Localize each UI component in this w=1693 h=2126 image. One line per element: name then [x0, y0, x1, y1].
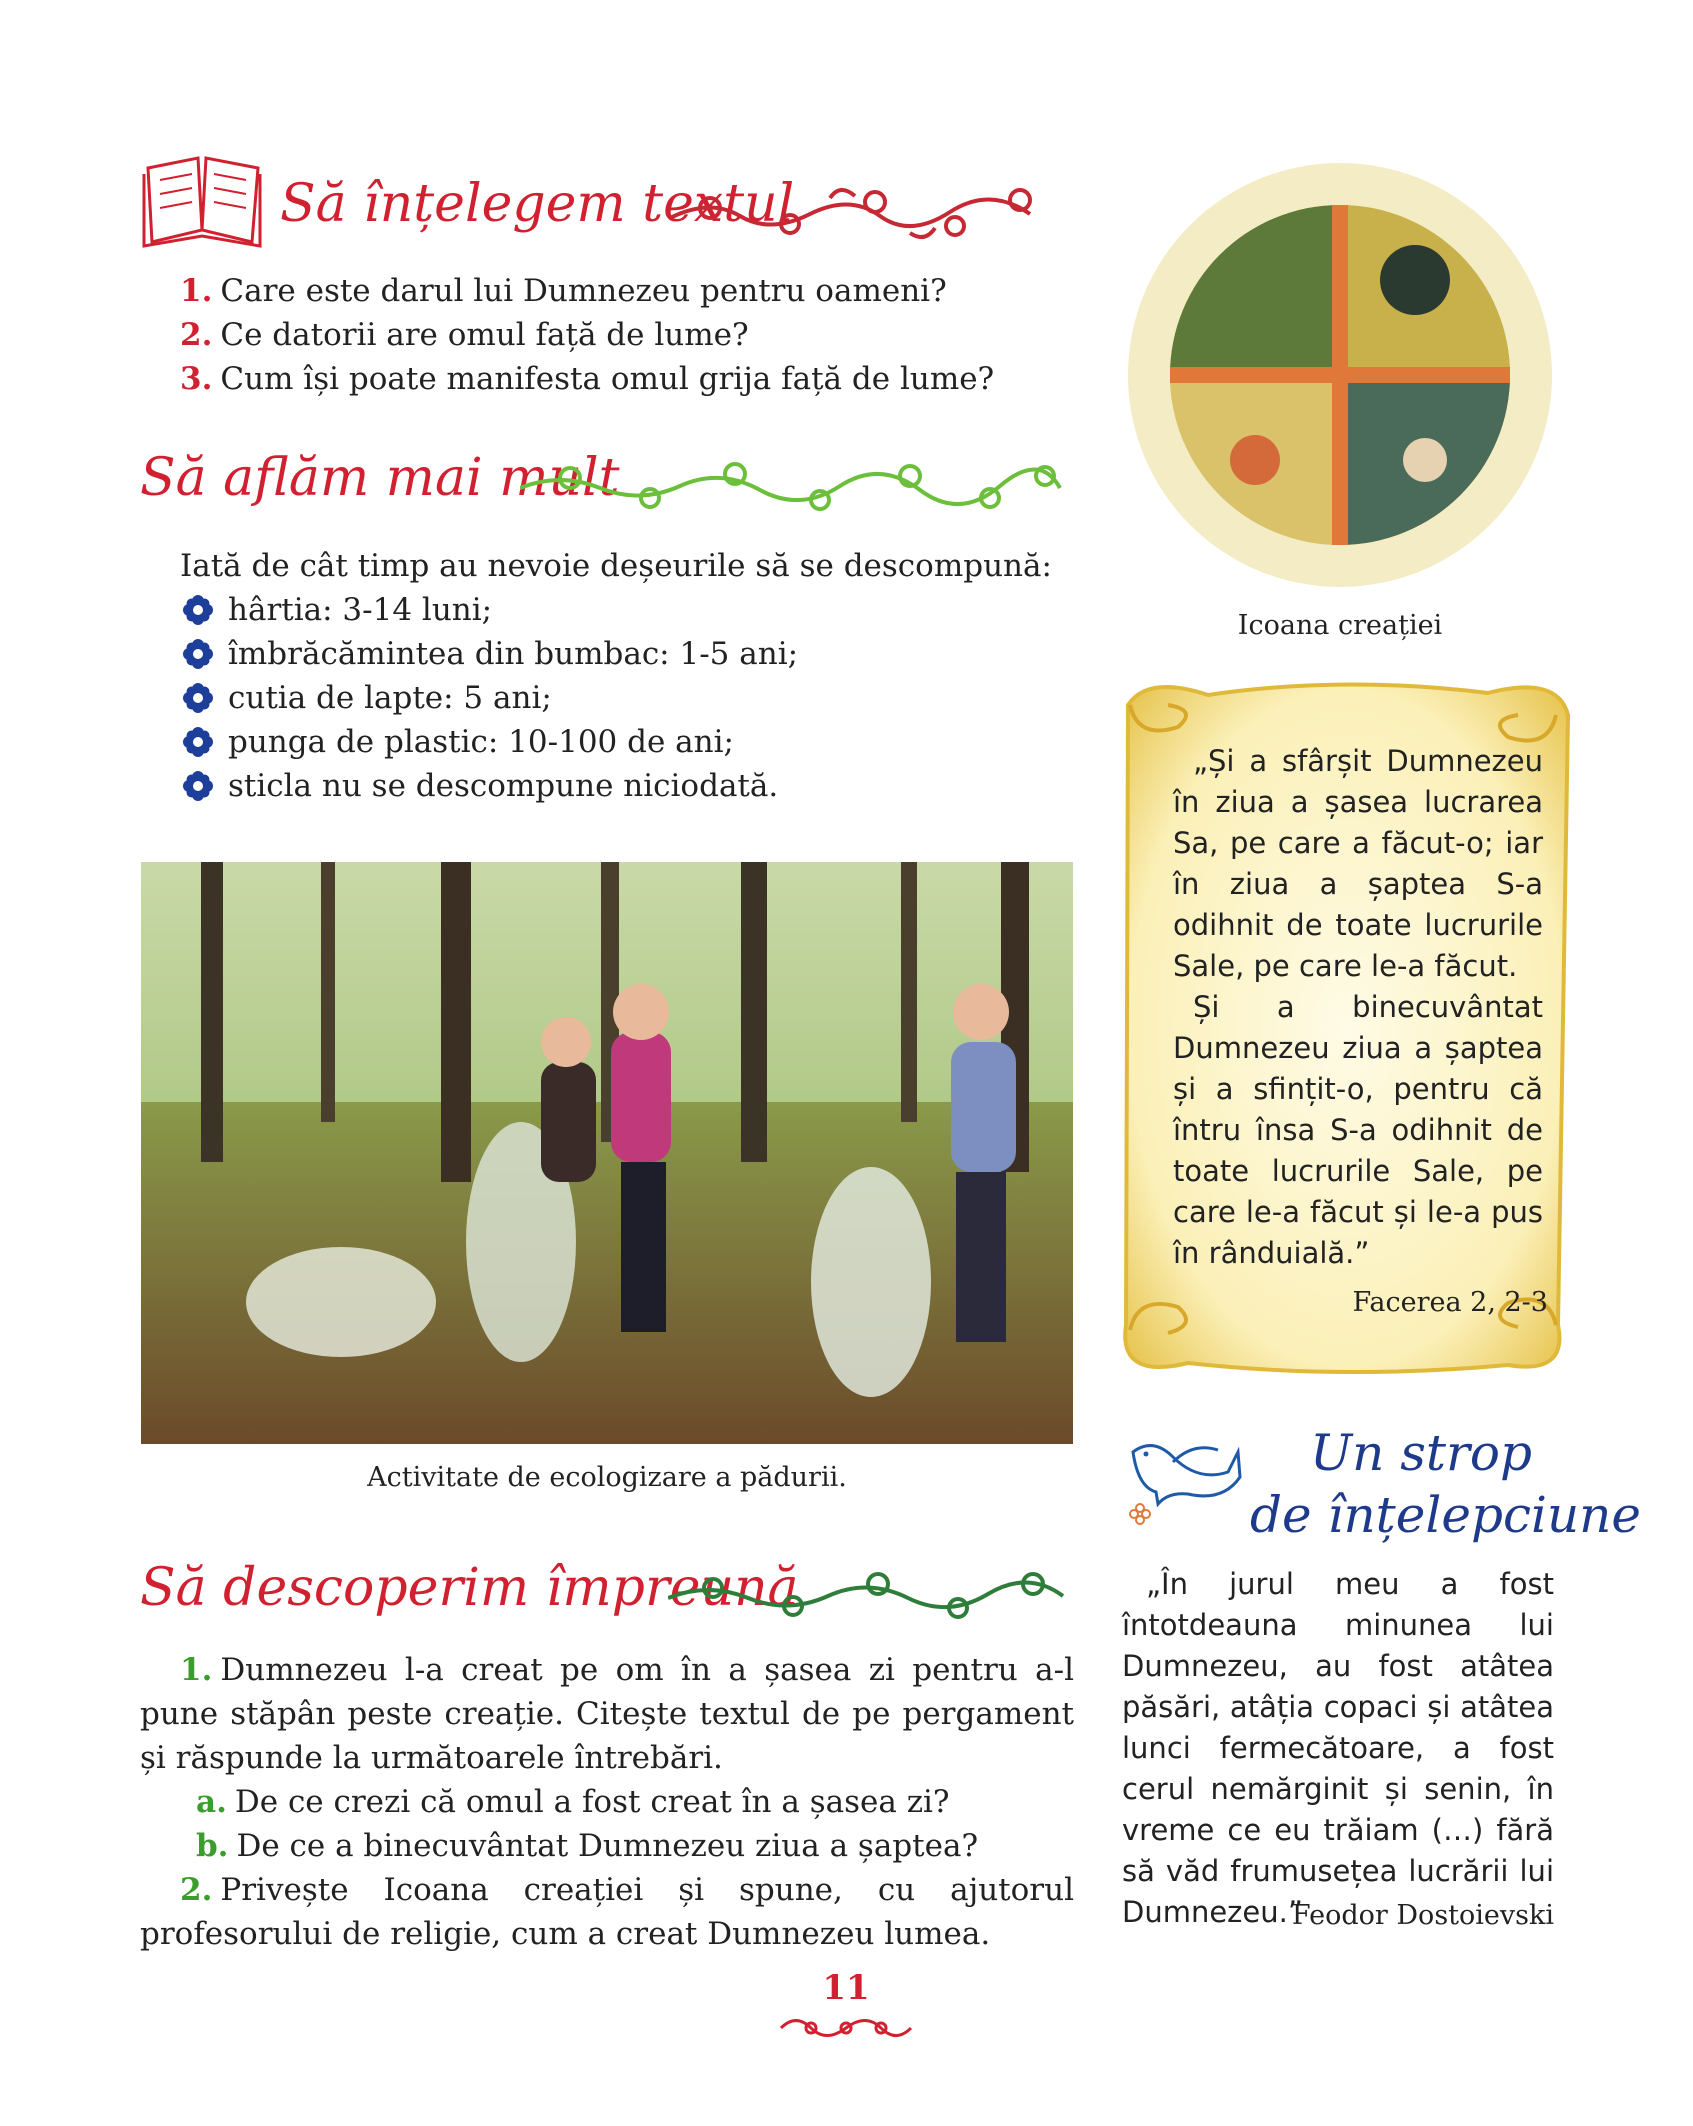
wisdom-title-line2: de înțelepciune: [1250, 1486, 1641, 1544]
page-number-ornament: [776, 2008, 916, 2052]
photo-caption: Activitate de ecologizare a pădurii.: [367, 1462, 847, 1493]
flower-bullet-icon: [182, 726, 214, 758]
creation-icon-image: [1125, 160, 1555, 590]
wisdom-title-line1: Un strop: [1310, 1424, 1532, 1482]
flower-bullet-icon: [182, 770, 214, 802]
subquestion-b: b. De ce a binecuvântat Dumnezeu ziua a șaptea?: [196, 1828, 979, 1864]
list-item: sticla nu se descompune niciodată.: [182, 764, 1082, 808]
decomposition-list: [182, 588, 1082, 808]
scripture-paragraph-1: „Și a sfârșit Dumnezeu în ziua a șasea lucrarea Sa, pe care a făcut-o; iar în ziua a șaptea S-a odihnit de toate lucrurile Sale, pe care le-a făcut.: [1173, 744, 1543, 983]
scripture-source: Facerea 2, 2-3: [1352, 1287, 1548, 1318]
list-item: îmbrăcămintea din bumbac: 1-5 ani;: [182, 632, 1082, 676]
page-number: 11: [822, 1968, 870, 2008]
flower-bullet-icon: [182, 638, 214, 670]
list-item: hârtia: 3-14 luni;: [182, 588, 1082, 632]
list-item: punga de plastic: 10-100 de ani;: [182, 720, 1082, 764]
section-title-aflam: Să aflăm mai mult: [140, 448, 620, 508]
section-title-descoperim: Să descoperim împreună: [140, 1558, 799, 1618]
ornament-swirl-green: [520, 452, 1065, 526]
wisdom-quote: „În jurul meu a fost întotdeauna minunea lui Dumnezeu, au fost atâtea păsări, atâția copaci și atâtea lunci fermecătoare, a fost cerul nemărginit și senin, în vreme ce eu trăiam (…) fără să văd frumusețea lucrării lui Dumnezeu.”: [1122, 1567, 1554, 1929]
questions-list: [180, 269, 1080, 401]
discover-subquestions: [196, 1780, 1076, 1868]
question-3: 3. Cum își poate manifesta omul grija față de lume?: [180, 361, 995, 397]
list-item: cutia de lapte: 5 ani;: [182, 676, 1082, 720]
ornament-swirl-darkgreen: [668, 1560, 1068, 1634]
scripture-text: [1173, 741, 1543, 1274]
open-book-icon: [140, 150, 265, 254]
forest-cleanup-photo: [141, 862, 1073, 1444]
icon-caption: Icoana creației: [1237, 610, 1443, 641]
scripture-paragraph-2: Și a binecuvântat Dumnezeu ziua a șaptea și a sfințit-o, pentru că întru însa S-a odihnit de toate lucrurile Sale, pe care le-a făcut și le-a pus în rânduială.”: [1173, 990, 1543, 1270]
question-2: 2. Ce datorii are omul față de lume?: [180, 317, 749, 353]
decomposition-intro: Iată de cât timp au nevoie deșeurile să se descompună:: [180, 548, 1052, 584]
question-1: 1. Care este darul lui Dumnezeu pentru oameni?: [180, 273, 947, 309]
section-title-intelegem: Să înțelegem textul: [280, 174, 795, 234]
discover-question-2: 2. Privește Icoana creației și spune, cu ajutorul profesorului de religie, cum a creat Dumnezeu lumea.: [140, 1872, 1074, 1952]
ornament-swirl-red: [670, 178, 1060, 252]
parchment-scroll: [1108, 665, 1578, 1385]
small-flower-icon: [1128, 1502, 1152, 1530]
flower-bullet-icon: [182, 682, 214, 714]
discover-question-1: 1. Dumnezeu l-a creat pe om în a șasea zi pentru a-l pune stăpân peste creație. Citește textul de pe pergament și răspunde la următoarele întrebări.: [140, 1652, 1074, 1776]
flower-bullet-icon: [182, 594, 214, 626]
subquestion-a: a. De ce crezi că omul a fost creat în a șasea zi?: [196, 1784, 950, 1820]
wisdom-author: Feodor Dostoievski: [1291, 1900, 1554, 1931]
